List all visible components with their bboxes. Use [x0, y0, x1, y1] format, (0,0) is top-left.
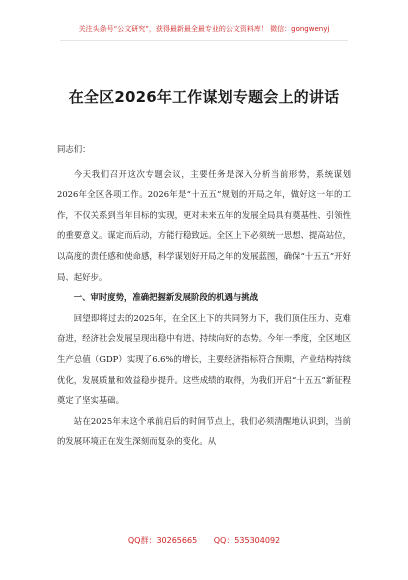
footer-qq: QQ：535304092	[213, 536, 281, 545]
section-1-heading: 一、审时度势，准确把握新发展阶段的机遇与挑战	[73, 292, 259, 303]
footer	[0, 535, 408, 546]
document-body	[57, 139, 351, 452]
section-1-paragraph-2: 站在2025年末这个承前启后的时间节点上，我们必须清醒地认识到，当前的发展环境正在发生深刻而复杂的变化。从	[57, 415, 351, 447]
salutation: 同志们：	[57, 144, 91, 154]
section-1-paragraph-1: 回望即将过去的2025年，在全区上下的共同努力下，我们顶住压力、克难奋进，经济社会发展呈现出稳中有进、持续向好的态势。今年一季度，全区地区生产总值（GDP）实现了6.6%的增长，主要经济指标符合预期，产业结构持续优化，发展质量和效益稳步提升。这些成绩的取得，为我们开启“十五五”新征程奠定了坚实基础。	[57, 312, 351, 406]
header-note: 关注头条号“公文研究”，获得最新最全最专业的公文资料库！ 微信：gongwenyj	[78, 25, 330, 33]
document-title: 在全区2026年工作谋划专题会上的讲话	[68, 88, 340, 106]
footer-qq-group: QQ群：30265665	[127, 536, 198, 545]
header-divider	[60, 40, 348, 41]
intro-paragraph: 今天我们召开这次专题会议，主要任务是深入分析当前形势，系统谋划2026年全区各项工作。2026年是“十五五”规划的开局之年，做好这一年的工作，不仅关系到当年目标的实现，更对未来五年的发展全局具有奠基性、引领性的重要意义。谋定而后动，方能行稳致远。全区上下必须统一思想、提高站位，以高度的责任感和使命感，科学谋划好开局之年的发展蓝图，确保“十五五”开好局、起好步。	[57, 168, 351, 282]
